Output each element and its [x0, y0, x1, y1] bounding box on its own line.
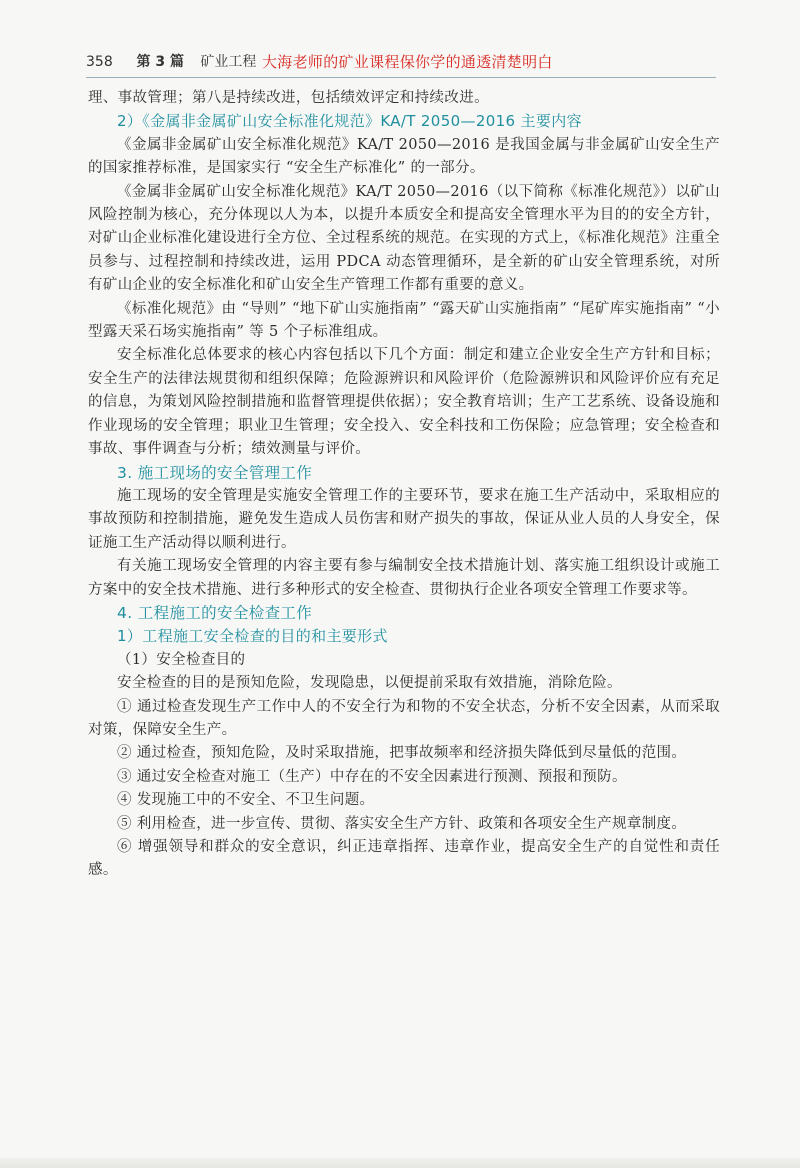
page-body: [88, 87, 720, 883]
body-paragraph: ③ 通过安全检查对施工（生产）中存在的不安全因素进行预测、预报和预防。: [117, 768, 627, 785]
section-heading: 3. 施工现场的安全管理工作: [117, 463, 313, 482]
body-paragraph: ④ 发现施工中的不安全、不卫生问题。: [117, 792, 375, 809]
body-paragraph: 理、事故管理；第八是持续改进，包括绩效评定和持续改进。: [88, 90, 489, 106]
running-title: 矿业工程: [200, 54, 257, 70]
body-paragraph: （1）安全检查目的: [117, 651, 246, 668]
body-paragraph: 安全标准化总体要求的核心内容包括以下几个方面：制定和建立企业安全生产方针和目标；安全生产的法律法规贯彻和组织保障；危险源辨识和风险评价（危险源辨识和风险评价应有充足的信息，为策划风险控制措施和监督管理提供依据）；安全教育培训；生产工艺系统、设备设施和作业现场的安全管理；职业卫生管理；安全投入、安全科技和工伤保险；应急管理；安全检查和事故、事件调查与分析；绩效测量与评价。: [88, 347, 720, 458]
body-paragraph: ⑥ 增强领导和群众的安全意识，纠正违章指挥、违章作业，提高安全生产的自觉性和责任感。: [88, 839, 720, 879]
body-paragraph: ② 通过检查，预知危险，及时采取措施，把事故频率和经济损失降低到尽量低的范围。: [117, 745, 687, 762]
section-heading: 4. 工程施工的安全检查工作: [117, 603, 313, 622]
subsection-heading: 2）《金属非金属矿山安全标准化规范》KA/T 2050—2016 主要内容: [117, 112, 582, 131]
watermark-text: 大海老师的矿业课程保你学的通透清楚明白: [262, 53, 553, 71]
body-paragraph: 施工现场的安全管理是实施安全管理工作的主要环节，要求在施工生产活动中，采取相应的事故预防和控制措施，避免发生造成人员伤害和财产损失的事故，保证从业人员的人身安全，保证施工生产活动得以顺利进行。: [88, 487, 720, 551]
subsection-heading: 1）工程施工安全检查的目的和主要形式: [117, 627, 388, 646]
page-bottom-edge: [0, 1158, 800, 1168]
page-header: [86, 50, 726, 74]
page-number: 358: [86, 54, 113, 70]
body-paragraph: 《金属非金属矿山安全标准化规范》KA/T 2050—2016（以下简称《标准化规范》）以矿山风险控制为核心，充分体现以人为本，以提升本质安全和提高安全管理水平为目的的安全方针，对矿山企业标准化建设进行全方位、全过程系统的规范。在实现的方式上，《标准化规范》注重全员参与、过程控制和持续改进，运用 PDCA 动态管理循环，是全新的矿山安全管理系统，对所有矿山企业的安全标准化和矿山安全生产管理工作都有重要的意义。: [88, 183, 720, 294]
body-paragraph: 安全检查的目的是预知危险，发现隐患，以便提前采取有效措施，消除危险。: [117, 675, 622, 692]
part-label: 第 3 篇: [136, 54, 184, 70]
body-paragraph: 《金属非金属矿山安全标准化规范》KA/T 2050—2016 是我国金属与非金属矿山安全生产的国家推荐标准，是国家实行 “安全生产标准化” 的一部分。: [88, 136, 720, 177]
header-divider: [86, 77, 716, 78]
body-paragraph: ⑤ 利用检查，进一步宣传、贯彻、落实安全生产方针、政策和各项安全生产规章制度。: [117, 815, 687, 832]
body-paragraph: 《标准化规范》由 “导则” “地下矿山实施指南” “露天矿山实施指南” “尾矿库实施指南” “小型露天采石场实施指南” 等 5 个子标准组成。: [88, 300, 720, 341]
body-paragraph: 有关施工现场安全管理的内容主要有参与编制安全技术措施计划、落实施工组织设计或施工方案中的安全技术措施、进行多种形式的安全检查、贯彻执行企业各项安全管理工作要求等。: [88, 558, 720, 598]
body-paragraph: ① 通过检查发现生产工作中人的不安全行为和物的不安全状态，分析不安全因素，从而采取对策，保障安全生产。: [88, 698, 720, 738]
